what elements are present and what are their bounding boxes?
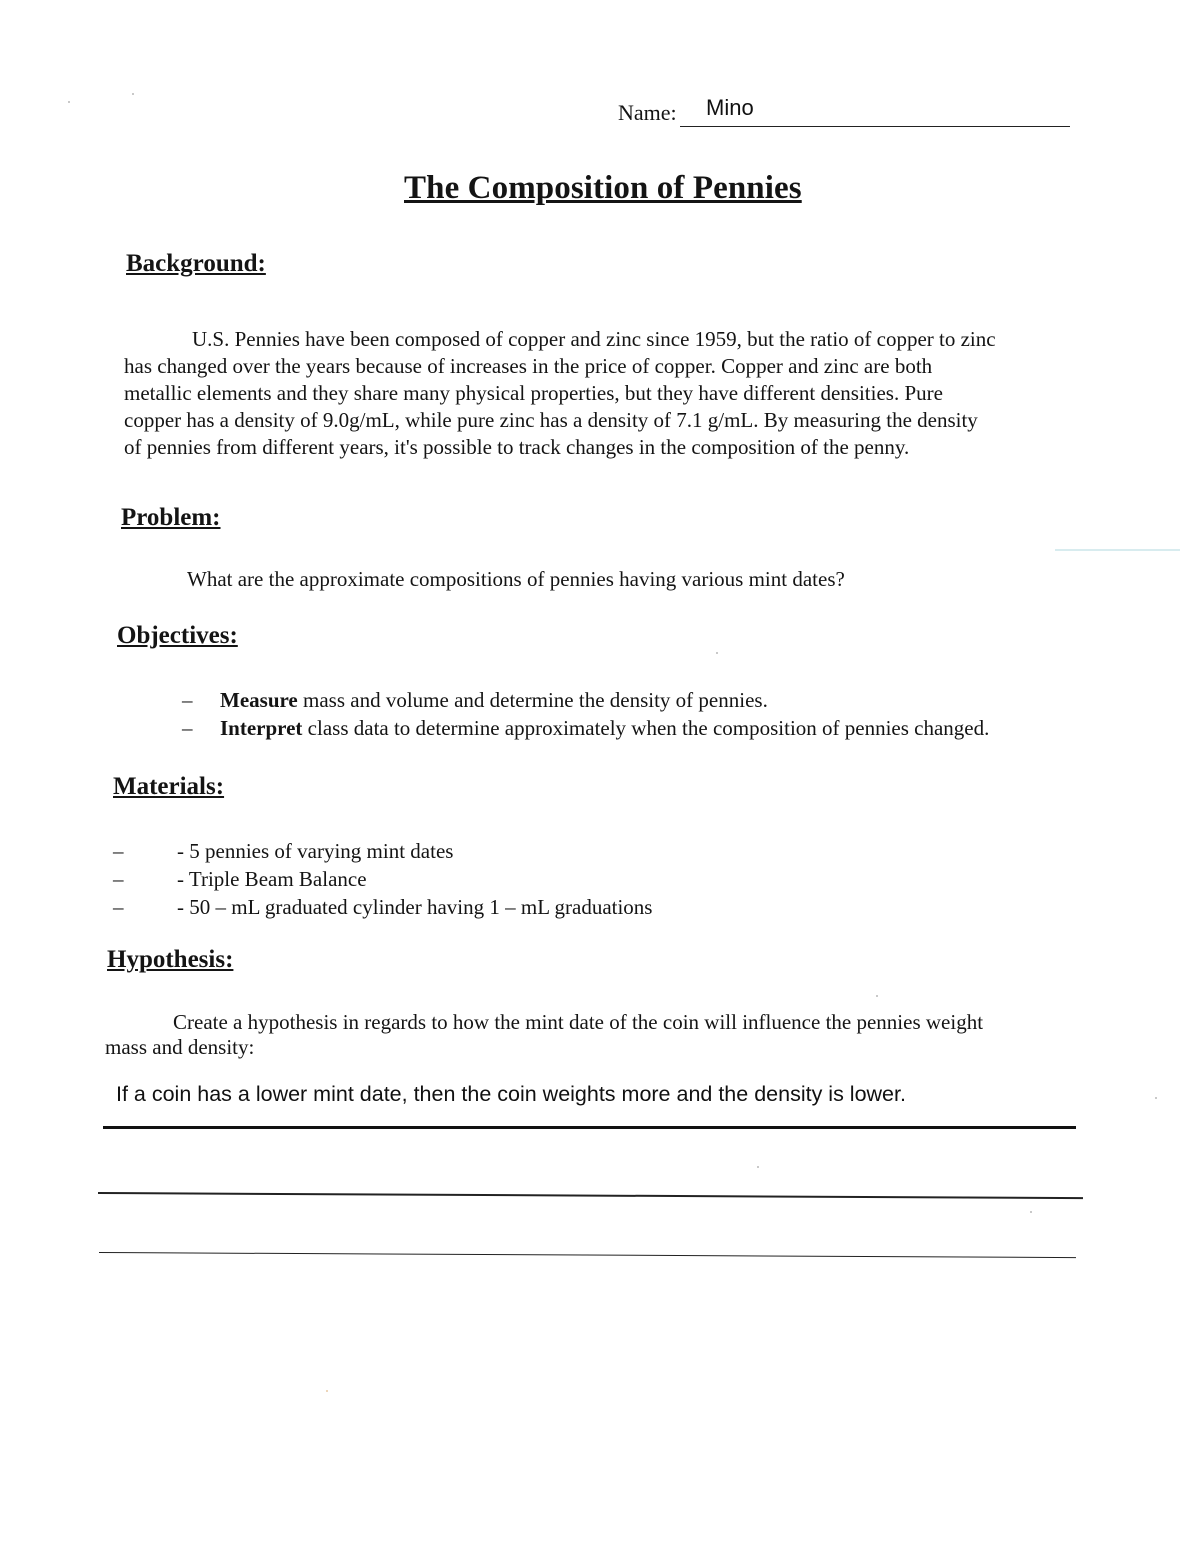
scan-artifact — [1055, 549, 1180, 551]
materials-list — [177, 837, 652, 921]
scan-speck — [132, 93, 134, 95]
problem-text: What are the approximate compositions of pennies having various mint dates? — [187, 567, 845, 591]
problem-heading: Problem: — [121, 504, 221, 531]
scan-speck — [876, 995, 878, 997]
background-line: copper has a density of 9.0g/mL, while pure zinc has a density of 7.1 g/mL. By measuring the density — [124, 408, 978, 432]
objective-keyword: Interpret — [220, 716, 303, 740]
background-heading: Background: — [126, 250, 266, 277]
objective-text: class data to determine approximately when the composition of pennies changed. — [302, 716, 990, 740]
objectives-heading: Objectives: — [117, 622, 238, 649]
scan-speck — [326, 1390, 328, 1392]
background-line: has changed over the years because of increases in the price of copper. Copper and zinc are both — [124, 354, 933, 378]
answer-line — [99, 1252, 1076, 1258]
list-item — [182, 686, 989, 714]
list-item — [182, 714, 989, 742]
list-item: - 50 – mL graduated cylinder having 1 – mL graduations — [177, 895, 653, 919]
hypothesis-answer-field[interactable]: If a coin has a lower mint date, then the coin weights more and the density is lower. — [116, 1082, 906, 1106]
bullet-dash: – — [113, 895, 124, 919]
scan-speck — [1155, 1097, 1157, 1099]
name-label: Name: — [618, 100, 677, 125]
objectives-list — [182, 686, 989, 742]
bullet-dash: – — [113, 839, 124, 863]
bullet-dash: – — [182, 716, 193, 740]
answer-line — [98, 1192, 1083, 1199]
name-field[interactable]: Mino — [706, 95, 754, 120]
list-item: - Triple Beam Balance — [177, 867, 367, 891]
objective-keyword: Measure — [220, 688, 298, 712]
bullet-dash: – — [113, 867, 124, 891]
background-line: U.S. Pennies have been composed of copper and zinc since 1959, but the ratio of copper to zinc — [192, 327, 996, 351]
hypothesis-prompt — [105, 1010, 1090, 1060]
hypothesis-prompt-line: Create a hypothesis in regards to how the mint date of the coin will influence the pennies weight — [173, 1010, 984, 1034]
name-underline — [680, 126, 1070, 127]
background-paragraph — [124, 326, 1099, 461]
scan-speck — [1030, 1211, 1032, 1213]
scan-speck — [68, 101, 70, 103]
hypothesis-prompt-line: mass and density: — [105, 1035, 255, 1059]
bullet-dash: – — [182, 688, 193, 712]
answer-line — [103, 1126, 1076, 1129]
background-line: of pennies from different years, it's possible to track changes in the composition of the penny. — [124, 435, 910, 459]
hypothesis-heading: Hypothesis: — [107, 946, 234, 973]
objective-text: mass and volume and determine the density of pennies. — [297, 688, 768, 712]
page-title: The Composition of Pennies — [404, 170, 802, 206]
scan-speck — [716, 652, 718, 654]
background-line: metallic elements and they share many physical properties, but they have different densities. Pure — [124, 381, 943, 405]
list-item: - 5 pennies of varying mint dates — [177, 839, 454, 863]
scan-speck — [757, 1166, 759, 1168]
materials-heading: Materials: — [113, 773, 225, 800]
materials-bullets — [113, 837, 124, 921]
